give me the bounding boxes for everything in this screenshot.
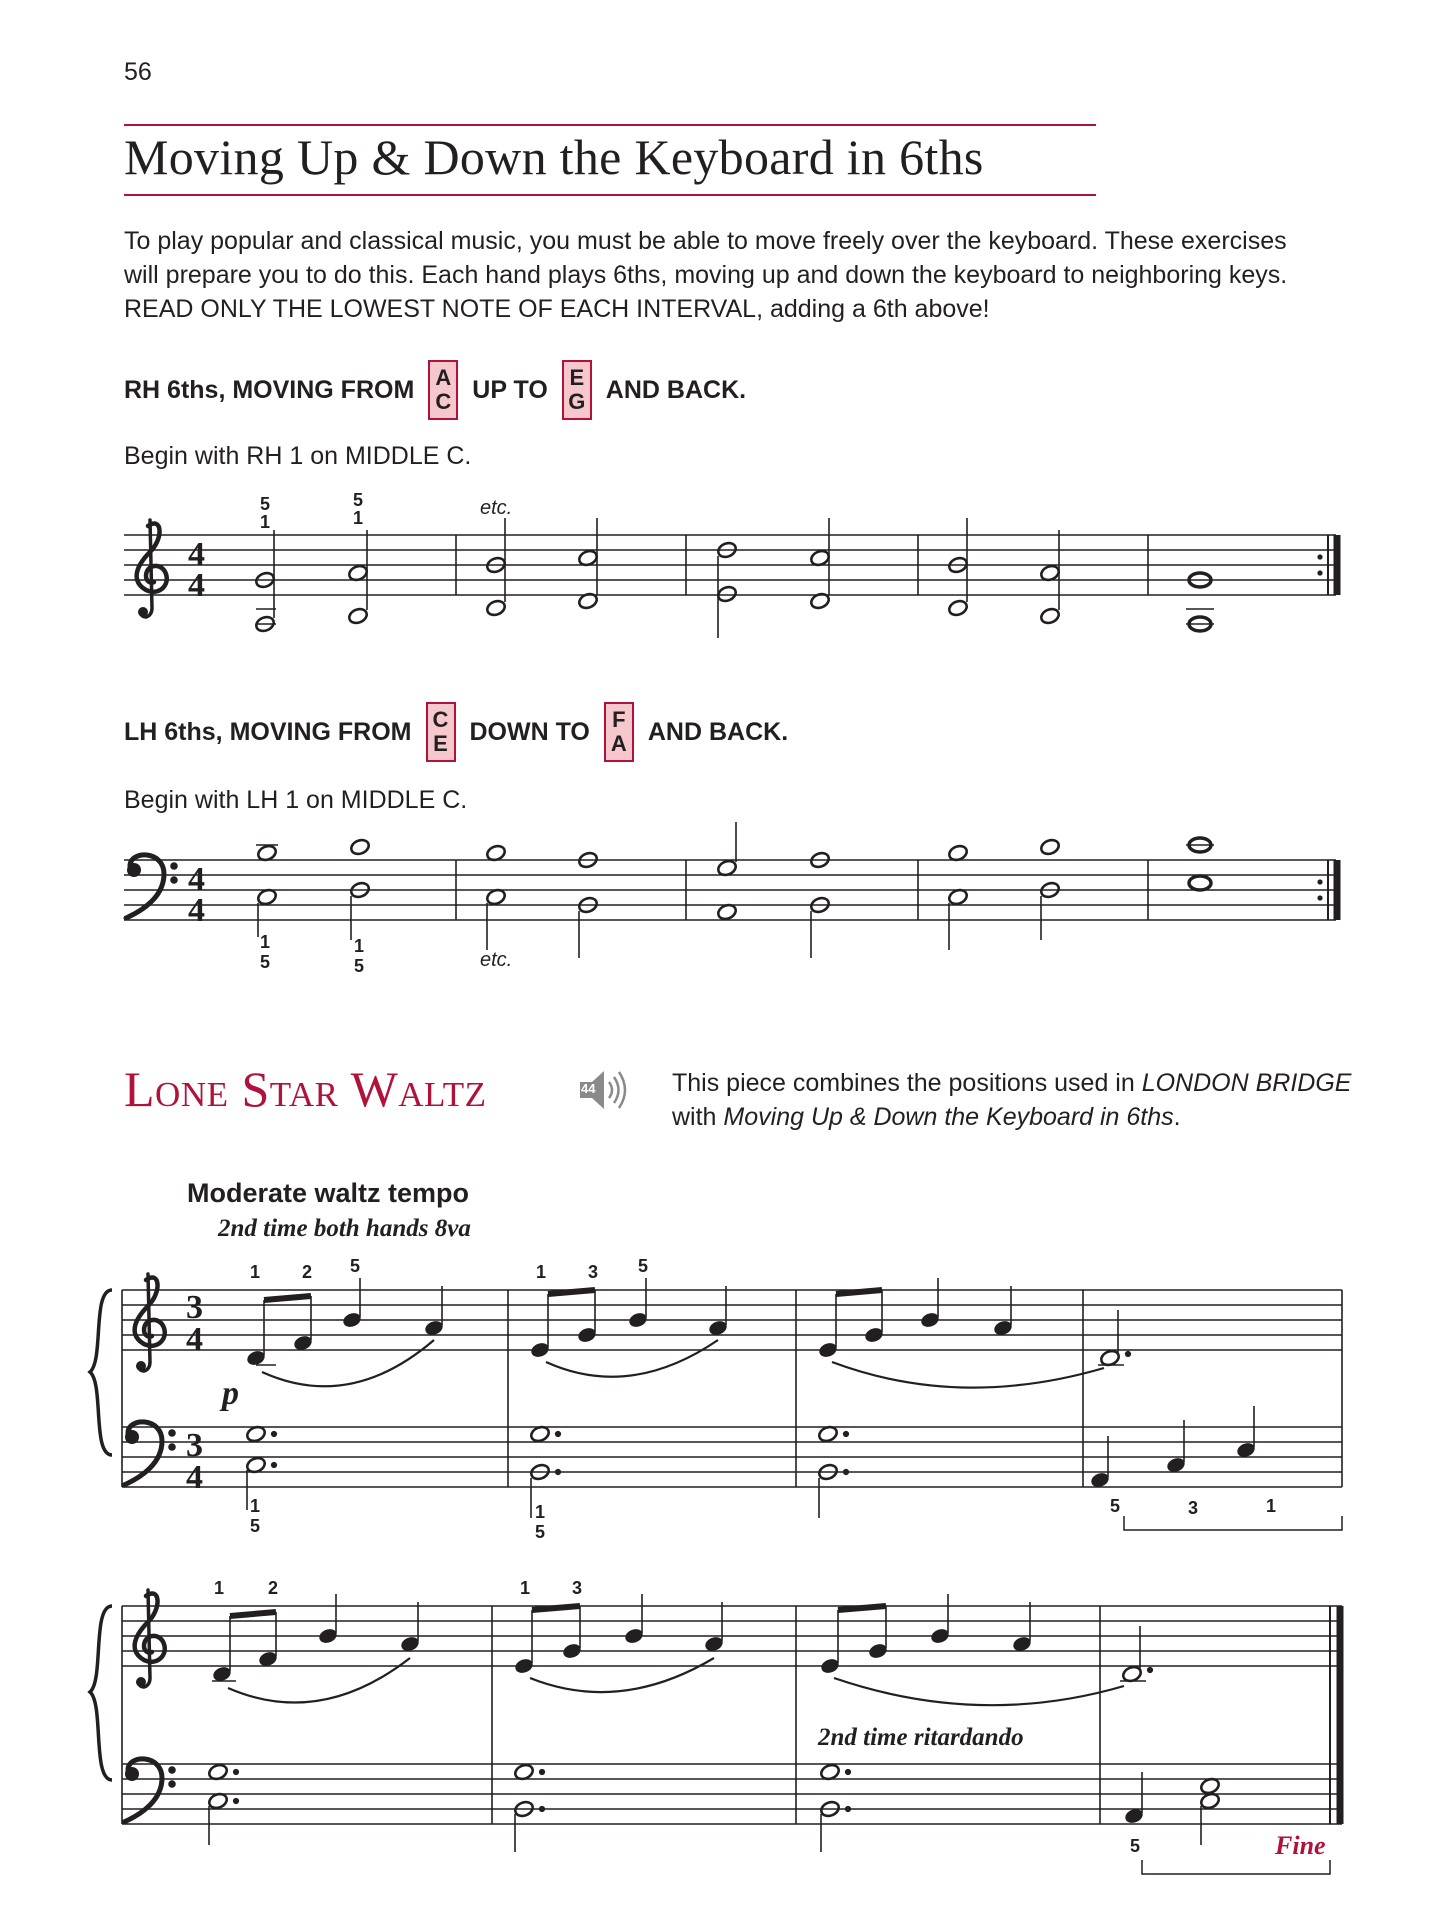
treble-clef bbox=[135, 1590, 165, 1687]
grand-staff-brace bbox=[90, 1290, 112, 1455]
lh-fingering: 5 bbox=[354, 956, 365, 976]
time-signature-top: 4 bbox=[188, 861, 205, 898]
time-signature-bottom: 4 bbox=[186, 1321, 203, 1358]
piece-note-italic-1: LONDON BRIDGE bbox=[1141, 1069, 1352, 1097]
time-signature-top: 4 bbox=[188, 536, 205, 573]
piece-note-italic-2: Moving Up & Down the Keyboard in 6ths bbox=[723, 1103, 1174, 1131]
bass-clef bbox=[124, 1422, 176, 1485]
audio-track-number: 44 bbox=[581, 1081, 596, 1096]
treble-clef bbox=[135, 1274, 165, 1371]
repeat-dot bbox=[1317, 879, 1322, 884]
rh-key-to-top: E bbox=[569, 365, 585, 390]
octave-instruction: 2nd time both hands 8va bbox=[218, 1215, 471, 1242]
rh-fingering: 1 bbox=[536, 1262, 547, 1282]
piece-note-text-2: with bbox=[672, 1103, 724, 1131]
rh-key-from-bottom: C bbox=[435, 389, 452, 414]
lh-key-to-top: F bbox=[612, 707, 626, 732]
lh-fingering: 5 bbox=[260, 952, 271, 972]
time-signature-top: 3 bbox=[186, 1289, 203, 1326]
rh-etc-label: etc. bbox=[480, 497, 513, 519]
tempo-marking: Moderate waltz tempo bbox=[187, 1178, 470, 1208]
lh-heading-start: LH 6ths, MOVING FROM bbox=[124, 717, 412, 746]
rh-fingering: 3 bbox=[572, 1578, 583, 1598]
rh-fingering: 1 bbox=[260, 512, 271, 532]
rh-begin-instruction: Begin with RH 1 on MIDDLE C. bbox=[124, 442, 472, 470]
lh-fingering: 5 bbox=[250, 1516, 261, 1536]
lh-fingering: 5 bbox=[1130, 1836, 1141, 1856]
fine-marking: Fine bbox=[1275, 1831, 1326, 1860]
rh-fingering: 2 bbox=[302, 1262, 313, 1282]
grand-staff-brace bbox=[90, 1606, 112, 1780]
lh-fingering: 1 bbox=[354, 936, 365, 956]
lh-fingering: 1 bbox=[250, 1496, 261, 1516]
time-signature-top: 3 bbox=[186, 1427, 203, 1464]
repeat-dot bbox=[1317, 554, 1322, 559]
lh-etc-label: etc. bbox=[480, 949, 513, 971]
rh-fingering: 5 bbox=[353, 490, 364, 510]
rh-heading-mid: UP TO bbox=[472, 375, 548, 404]
lh-key-to-bottom: A bbox=[610, 731, 627, 756]
rh-heading-end: AND BACK. bbox=[605, 375, 747, 404]
repeat-dot bbox=[1317, 895, 1322, 900]
time-signature-bottom: 4 bbox=[188, 892, 205, 929]
lh-fingering: 5 bbox=[1110, 1496, 1121, 1516]
lh-exercise-staff bbox=[124, 822, 1337, 976]
rh-fingering: 1 bbox=[250, 1262, 261, 1282]
rh-key-from-top: A bbox=[435, 365, 452, 390]
waltz-system-2 bbox=[90, 1578, 1342, 1874]
lh-heading-end: AND BACK. bbox=[647, 717, 789, 746]
repeat-dot bbox=[1317, 570, 1322, 575]
bass-clef bbox=[124, 1759, 176, 1822]
rh-exercise-staff bbox=[124, 490, 1337, 638]
lh-fingering: 1 bbox=[1266, 1496, 1277, 1516]
piece-note-text-3: . bbox=[1173, 1103, 1181, 1131]
lh-heading-mid: DOWN TO bbox=[469, 717, 590, 746]
waltz-system-1 bbox=[90, 1256, 1342, 1542]
bass-clef bbox=[126, 855, 178, 918]
rh-fingering: 5 bbox=[638, 1256, 649, 1276]
lh-fingering: 1 bbox=[535, 1502, 546, 1522]
lh-fingering: 3 bbox=[1188, 1498, 1199, 1518]
rh-fingering: 3 bbox=[588, 1262, 599, 1282]
piece-title: Lone Star Waltz bbox=[124, 1061, 487, 1117]
lh-fingering: 1 bbox=[260, 932, 271, 952]
lh-key-from-bottom: E bbox=[433, 731, 448, 756]
rh-fingering: 1 bbox=[214, 1578, 225, 1598]
page-number: 56 bbox=[124, 58, 152, 86]
rh-fingering: 5 bbox=[260, 494, 271, 514]
dynamic-marking: p bbox=[222, 1375, 239, 1412]
rh-heading-start: RH 6ths, MOVING FROM bbox=[124, 375, 415, 404]
lh-begin-instruction: Begin with LH 1 on MIDDLE C. bbox=[124, 786, 468, 814]
time-signature-bottom: 4 bbox=[188, 567, 205, 604]
rh-key-to-bottom: G bbox=[568, 389, 586, 414]
time-signature-bottom: 4 bbox=[186, 1459, 203, 1496]
page-title: Moving Up & Down the Keyboard in 6ths bbox=[124, 129, 984, 185]
rh-fingering: 1 bbox=[520, 1578, 531, 1598]
ritardando-marking: 2nd time ritardando bbox=[818, 1724, 1024, 1751]
rh-fingering: 1 bbox=[353, 508, 364, 528]
intro-paragraph: To play popular and classical music, you must be able to move freely over the keyboard. These exercises will prepare you to do this. Each hand plays 6ths, moving up and down the keyboard to neighboring keys. READ ONLY THE LOWEST NOTE OF EACH INTERVAL, adding a 6th above! bbox=[124, 227, 1288, 323]
piece-note-text-1: This piece combines the positions used in bbox=[672, 1069, 1142, 1097]
lh-fingering: 5 bbox=[535, 1522, 546, 1542]
rh-fingering: 5 bbox=[350, 1256, 361, 1276]
rh-fingering: 2 bbox=[268, 1578, 279, 1598]
lh-key-from-top: C bbox=[432, 707, 449, 732]
